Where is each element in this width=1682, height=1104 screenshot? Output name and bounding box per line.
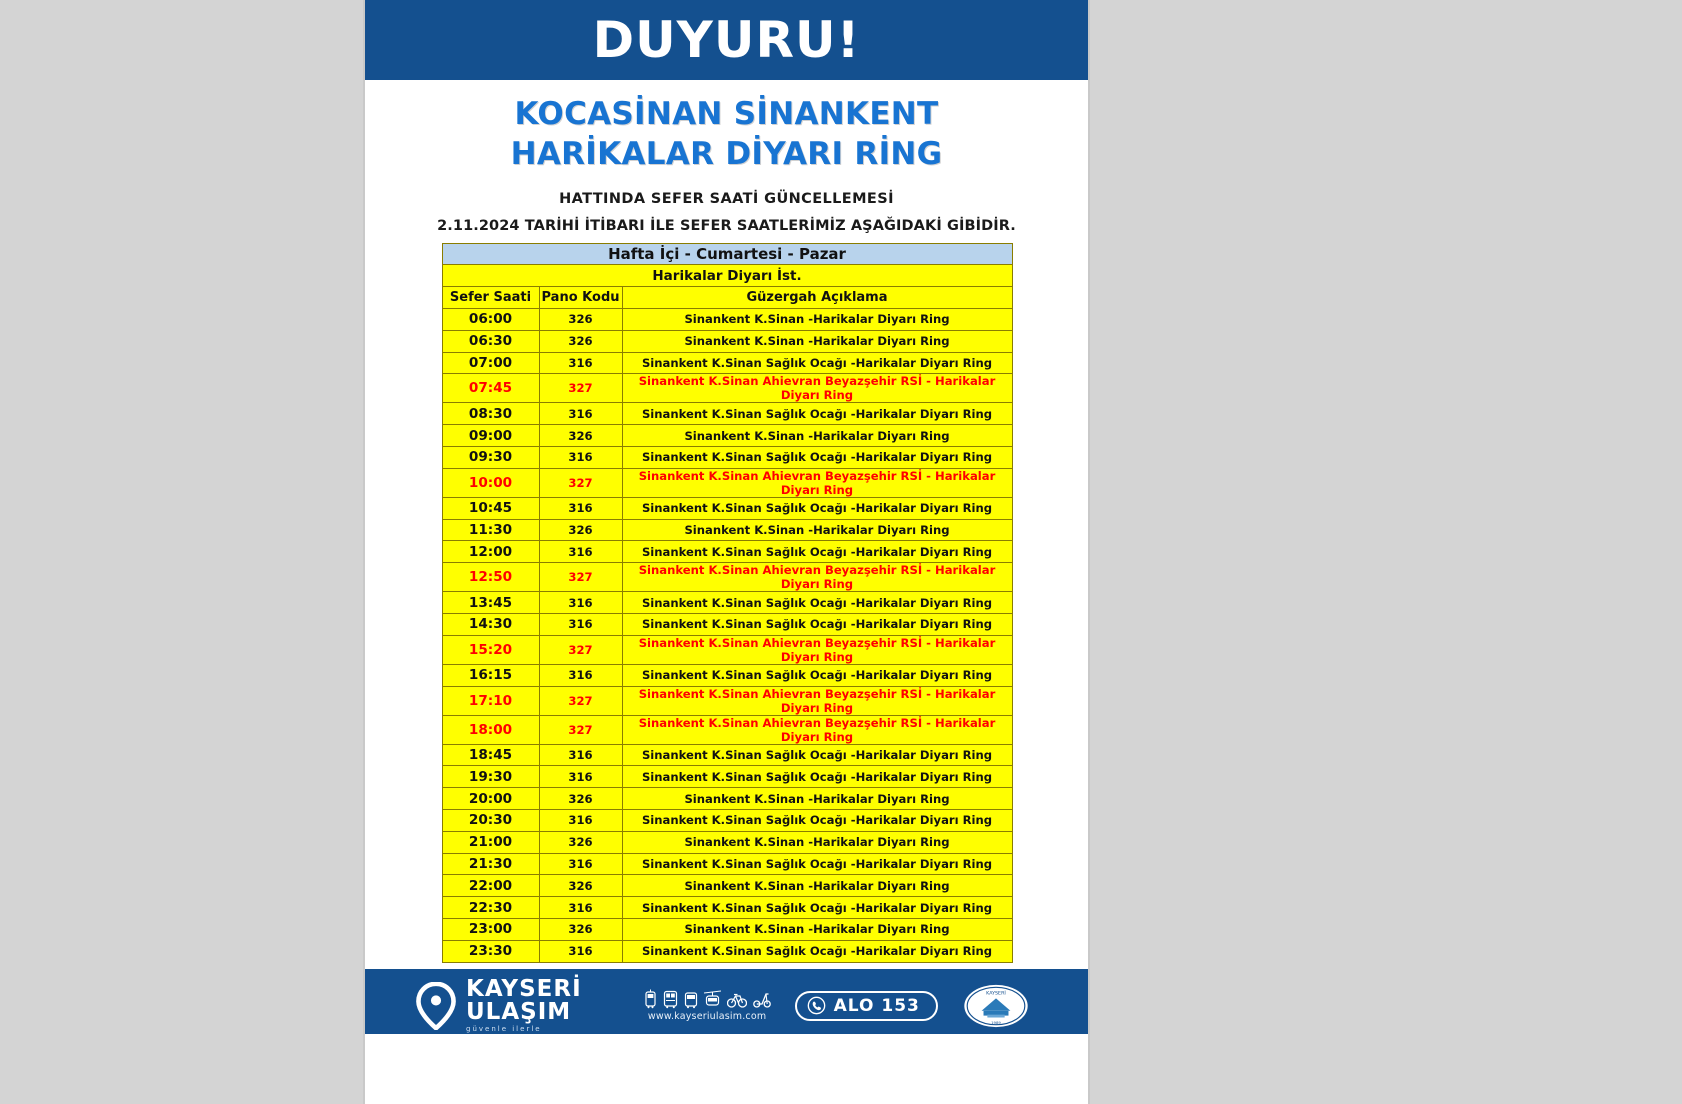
cell-departure-time: 08:30 <box>442 403 539 425</box>
cell-panel-code: 316 <box>539 766 622 788</box>
cell-route-description: Sinankent K.Sinan Ahievran Beyazşehir RSİ - Harikalar Diyarı Ring <box>622 686 1012 715</box>
announcement-poster <box>363 0 1090 1034</box>
cell-departure-time: 16:15 <box>442 664 539 686</box>
cell-departure-time: 15:20 <box>442 635 539 664</box>
table-row <box>442 330 1012 352</box>
cell-route-description: Sinankent K.Sinan Ahievran Beyazşehir RSİ - Harikalar Diyarı Ring <box>622 635 1012 664</box>
cell-panel-code: 327 <box>539 374 622 403</box>
cell-panel-code: 316 <box>539 809 622 831</box>
cell-route-description: Sinankent K.Sinan -Harikalar Diyarı Ring <box>622 831 1012 853</box>
cablecar-icon <box>704 989 721 1009</box>
subtitle-line-2: 2.11.2024 TARİHİ İTİBARI İLE SEFER SAATLERİMİZ AŞAĞIDAKİ GİBİDİR. <box>437 217 1016 234</box>
cell-route-description: Sinankent K.Sinan Sağlık Ocağı -Harikalar Diyarı Ring <box>622 744 1012 766</box>
table-row <box>442 940 1012 962</box>
brand-line-2: ULAŞIM <box>466 999 572 1026</box>
cell-departure-time: 21:00 <box>442 831 539 853</box>
cell-route-description: Sinankent K.Sinan -Harikalar Diyarı Ring <box>622 308 1012 330</box>
cell-departure-time: 10:45 <box>442 497 539 519</box>
cell-route-description: Sinankent K.Sinan Sağlık Ocağı -Harikalar Diyarı Ring <box>622 497 1012 519</box>
cell-panel-code: 316 <box>539 352 622 374</box>
poster-footer <box>365 969 1088 1034</box>
schedule-table-wrapper <box>442 243 1012 963</box>
table-header-row <box>442 287 1012 309</box>
cell-departure-time: 12:00 <box>442 541 539 563</box>
cell-route-description: Sinankent K.Sinan Sağlık Ocağı -Harikalar Diyarı Ring <box>622 403 1012 425</box>
kayseri-buyuksehir-belediyesi-seal-icon <box>962 982 1030 1030</box>
cell-panel-code: 326 <box>539 875 622 897</box>
cell-departure-time: 22:00 <box>442 875 539 897</box>
cell-departure-time: 06:00 <box>442 308 539 330</box>
route-title-line-1: KOCASİNAN SİNANKENT <box>514 96 939 132</box>
cell-panel-code: 316 <box>539 664 622 686</box>
bus-icon <box>663 989 678 1009</box>
cell-panel-code: 316 <box>539 744 622 766</box>
scooter-icon <box>753 989 771 1009</box>
column-header-desc: Güzergah Açıklama <box>622 287 1012 309</box>
table-row <box>442 563 1012 592</box>
cell-panel-code: 327 <box>539 686 622 715</box>
cell-route-description: Sinankent K.Sinan Sağlık Ocağı -Harikalar Diyarı Ring <box>622 897 1012 919</box>
station-bar <box>442 265 1012 287</box>
cell-departure-time: 11:30 <box>442 519 539 541</box>
table-row <box>442 352 1012 374</box>
cell-departure-time: 18:45 <box>442 744 539 766</box>
svg-text:KAYSERİ: KAYSERİ <box>986 990 1006 996</box>
brand-line-1: KAYSERİ <box>466 976 582 1003</box>
cell-panel-code: 327 <box>539 635 622 664</box>
cell-panel-code: 316 <box>539 403 622 425</box>
cell-departure-time: 06:30 <box>442 330 539 352</box>
hotline-badge[interactable] <box>795 991 938 1021</box>
cell-departure-time: 20:00 <box>442 788 539 810</box>
station-label: Harikalar Diyarı İst. <box>442 265 1012 287</box>
table-row <box>442 831 1012 853</box>
table-row <box>442 788 1012 810</box>
cell-panel-code: 326 <box>539 330 622 352</box>
table-row <box>442 853 1012 875</box>
cell-panel-code: 326 <box>539 425 622 447</box>
cell-panel-code: 326 <box>539 519 622 541</box>
route-title-line-2: HARİKALAR DİYARI RİNG <box>510 136 943 173</box>
table-row <box>442 744 1012 766</box>
table-row <box>442 497 1012 519</box>
cell-departure-time: 23:30 <box>442 940 539 962</box>
minibus-icon <box>684 989 698 1009</box>
cell-panel-code: 316 <box>539 613 622 635</box>
website-url[interactable]: www.kayseriulasim.com <box>647 1011 767 1023</box>
transport-mode-icons <box>644 989 771 1009</box>
schedule-table <box>442 243 1013 963</box>
cell-route-description: Sinankent K.Sinan Sağlık Ocağı -Harikalar Diyarı Ring <box>622 352 1012 374</box>
table-row <box>442 374 1012 403</box>
column-header-code: Pano Kodu <box>539 287 622 309</box>
column-header-time: Sefer Saati <box>442 287 539 309</box>
location-pin-ring-icon <box>415 982 457 1030</box>
cell-panel-code: 316 <box>539 853 622 875</box>
cell-panel-code: 316 <box>539 897 622 919</box>
cell-route-description: Sinankent K.Sinan Sağlık Ocağı -Harikalar Diyarı Ring <box>622 853 1012 875</box>
cell-departure-time: 18:00 <box>442 715 539 744</box>
svg-text:1989: 1989 <box>991 1019 1001 1025</box>
bicycle-icon <box>727 989 747 1009</box>
brand-tagline: güvenle ilerle <box>466 1025 542 1034</box>
table-row <box>442 809 1012 831</box>
cell-panel-code: 327 <box>539 715 622 744</box>
cell-departure-time: 20:30 <box>442 809 539 831</box>
table-row <box>442 635 1012 664</box>
table-row <box>442 308 1012 330</box>
cell-route-description: Sinankent K.Sinan -Harikalar Diyarı Ring <box>622 918 1012 940</box>
schedule-rows <box>442 308 1012 962</box>
tram-icon <box>644 989 657 1009</box>
cell-route-description: Sinankent K.Sinan Ahievran Beyazşehir RSİ - Harikalar Diyarı Ring <box>622 374 1012 403</box>
table-row <box>442 468 1012 497</box>
cell-route-description: Sinankent K.Sinan -Harikalar Diyarı Ring <box>622 330 1012 352</box>
banner-title: DUYURU! <box>592 11 861 69</box>
title-block <box>365 80 1088 234</box>
cell-departure-time: 14:30 <box>442 613 539 635</box>
cell-departure-time: 13:45 <box>442 592 539 614</box>
cell-route-description: Sinankent K.Sinan Sağlık Ocağı -Harikalar Diyarı Ring <box>622 940 1012 962</box>
cell-route-description: Sinankent K.Sinan -Harikalar Diyarı Ring <box>622 519 1012 541</box>
cell-route-description: Sinankent K.Sinan Ahievran Beyazşehir RSİ - Harikalar Diyarı Ring <box>622 468 1012 497</box>
cell-departure-time: 09:30 <box>442 446 539 468</box>
cell-departure-time: 17:10 <box>442 686 539 715</box>
cell-route-description: Sinankent K.Sinan Sağlık Ocağı -Harikalar Diyarı Ring <box>622 809 1012 831</box>
table-row <box>442 686 1012 715</box>
cell-panel-code: 327 <box>539 563 622 592</box>
cell-departure-time: 21:30 <box>442 853 539 875</box>
day-type-label: Hafta İçi - Cumartesi - Pazar <box>442 243 1012 265</box>
table-row <box>442 519 1012 541</box>
hotline-number: ALO 153 <box>833 995 920 1016</box>
cell-route-description: Sinankent K.Sinan Sağlık Ocağı -Harikalar Diyarı Ring <box>622 592 1012 614</box>
cell-departure-time: 07:45 <box>442 374 539 403</box>
cell-departure-time: 22:30 <box>442 897 539 919</box>
table-row <box>442 715 1012 744</box>
cell-panel-code: 316 <box>539 940 622 962</box>
table-row <box>442 446 1012 468</box>
poster-bottom-margin <box>363 1034 1090 1104</box>
cell-panel-code: 326 <box>539 308 622 330</box>
table-row <box>442 403 1012 425</box>
subtitle-line-1: HATTINDA SEFER SAATİ GÜNCELLEMESİ <box>559 190 894 207</box>
cell-route-description: Sinankent K.Sinan -Harikalar Diyarı Ring <box>622 875 1012 897</box>
table-row <box>442 541 1012 563</box>
cell-panel-code: 316 <box>539 592 622 614</box>
cell-panel-code: 326 <box>539 918 622 940</box>
cell-departure-time: 10:00 <box>442 468 539 497</box>
cell-panel-code: 316 <box>539 446 622 468</box>
table-row <box>442 592 1012 614</box>
cell-panel-code: 326 <box>539 831 622 853</box>
cell-panel-code: 326 <box>539 788 622 810</box>
brand-text <box>466 978 582 1033</box>
cell-route-description: Sinankent K.Sinan Ahievran Beyazşehir RSİ - Harikalar Diyarı Ring <box>622 563 1012 592</box>
phone-icon <box>807 996 826 1015</box>
table-row <box>442 875 1012 897</box>
cell-panel-code: 316 <box>539 541 622 563</box>
cell-route-description: Sinankent K.Sinan Ahievran Beyazşehir RSİ - Harikalar Diyarı Ring <box>622 715 1012 744</box>
table-row <box>442 664 1012 686</box>
cell-panel-code: 316 <box>539 497 622 519</box>
cell-route-description: Sinankent K.Sinan Sağlık Ocağı -Harikalar Diyarı Ring <box>622 541 1012 563</box>
table-row <box>442 613 1012 635</box>
cell-panel-code: 327 <box>539 468 622 497</box>
cell-departure-time: 12:50 <box>442 563 539 592</box>
cell-route-description: Sinankent K.Sinan -Harikalar Diyarı Ring <box>622 425 1012 447</box>
cell-route-description: Sinankent K.Sinan Sağlık Ocağı -Harikalar Diyarı Ring <box>622 446 1012 468</box>
cell-route-description: Sinankent K.Sinan Sağlık Ocağı -Harikalar Diyarı Ring <box>622 664 1012 686</box>
table-row <box>442 425 1012 447</box>
table-row <box>442 897 1012 919</box>
transport-modes-block <box>644 989 771 1022</box>
announcement-banner <box>365 0 1088 80</box>
kayseri-ulasim-logo <box>415 978 582 1033</box>
cell-route-description: Sinankent K.Sinan Sağlık Ocağı -Harikalar Diyarı Ring <box>622 613 1012 635</box>
cell-departure-time: 23:00 <box>442 918 539 940</box>
cell-departure-time: 07:00 <box>442 352 539 374</box>
cell-departure-time: 09:00 <box>442 425 539 447</box>
cell-departure-time: 19:30 <box>442 766 539 788</box>
cell-route-description: Sinankent K.Sinan -Harikalar Diyarı Ring <box>622 788 1012 810</box>
table-row <box>442 766 1012 788</box>
day-type-bar <box>442 243 1012 265</box>
cell-route-description: Sinankent K.Sinan Sağlık Ocağı -Harikalar Diyarı Ring <box>622 766 1012 788</box>
table-row <box>442 918 1012 940</box>
